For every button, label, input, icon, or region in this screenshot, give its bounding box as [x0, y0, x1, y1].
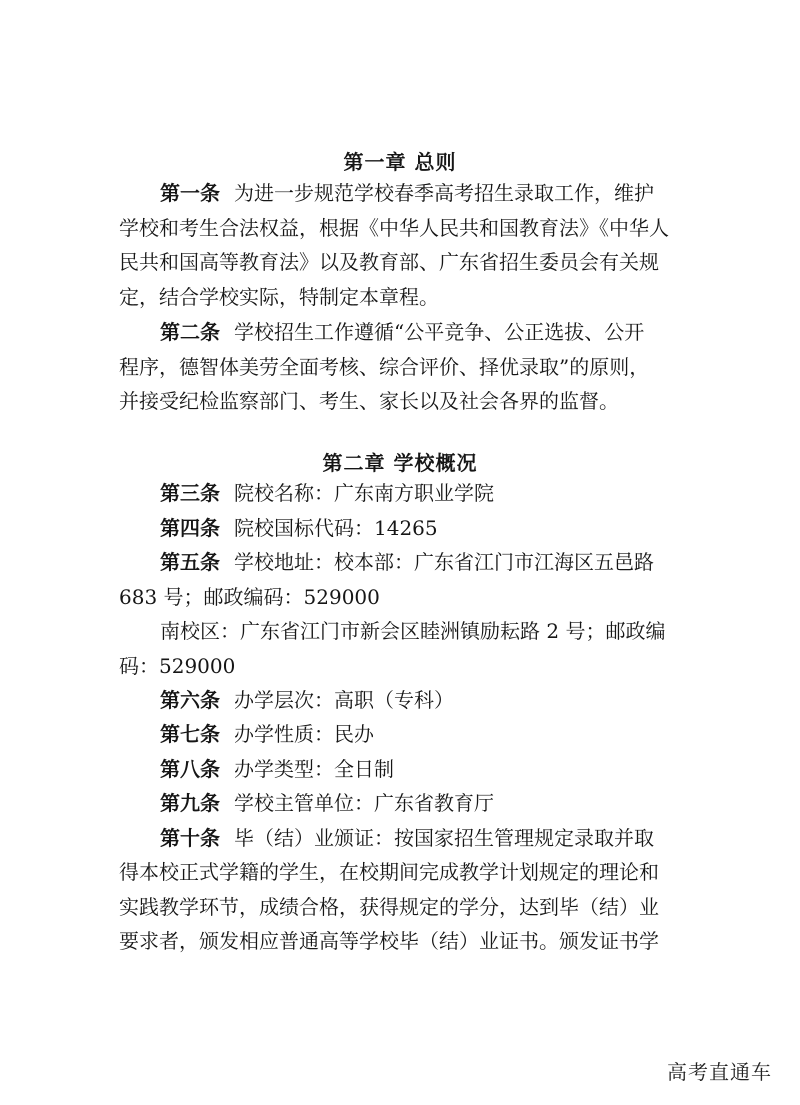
article-7-label: 第七条	[160, 722, 220, 746]
article-4-label: 第四条	[160, 516, 220, 540]
article-10-line-2: 得本校正式学籍的学生，在校期间完成教学计划规定的理论和	[119, 860, 659, 884]
article-3-line: 第三条 院校名称：广东南方职业学院	[160, 481, 494, 505]
chapter-2-heading: 第二章 学校概况	[322, 451, 478, 475]
article-5-label: 第五条	[160, 550, 220, 574]
article-2-line-2: 程序，德智体美劳全面考核、综合评价、择优录取”的原则，	[119, 355, 650, 379]
article-3-label: 第三条	[160, 481, 220, 505]
article-9-label: 第九条	[160, 791, 220, 815]
article-1-line-2: 学校和考生合法权益，根据《中华人民共和国教育法》《中华人	[119, 216, 669, 240]
article-2-line-3: 并接受纪检监察部门、考生、家长以及社会各界的监督。	[119, 389, 619, 413]
article-9-line: 第九条 学校主管单位：广东省教育厅	[160, 791, 494, 815]
article-10-line-4: 要求者，颁发相应普通高等学校毕（结）业证书。颁发证书学	[119, 929, 659, 953]
article-2-line-1: 第二条 学校招生工作遵循“公平竞争、公正选拔、公开	[160, 320, 645, 344]
article-1-label: 第一条	[160, 181, 220, 205]
article-8-line: 第八条 办学类型：全日制	[160, 757, 394, 781]
article-8-label: 第八条	[160, 757, 220, 781]
article-10-line-1: 第十条 毕（结）业颁证：按国家招生管理规定录取并取	[160, 826, 654, 850]
chapter-1-heading: 第一章 总则	[343, 150, 457, 174]
article-1-line-1: 第一条 为进一步规范学校春季高考招生录取工作，维护	[160, 181, 654, 205]
article-5-south-campus-line-2: 码：529000	[119, 654, 236, 678]
article-10-line-3: 实践教学环节，成绩合格，获得规定的学分，达到毕（结）业	[119, 895, 659, 919]
source-watermark: 高考直通车	[667, 1060, 772, 1084]
article-7-line: 第七条 办学性质：民办	[160, 722, 374, 746]
article-6-label: 第六条	[160, 688, 220, 712]
article-4-line: 第四条 院校国标代码：14265	[160, 516, 438, 540]
article-1-line-4: 定，结合学校实际，特制定本章程。	[119, 285, 439, 309]
article-10-label: 第十条	[160, 826, 220, 850]
article-5-line-1: 第五条 学校地址：校本部：广东省江门市江海区五邑路	[160, 550, 654, 574]
article-1-line-3: 民共和国高等教育法》以及教育部、广东省招生委员会有关规	[119, 250, 659, 274]
article-2-label: 第二条	[160, 320, 220, 344]
article-5-line-2: 683 号；邮政编码：529000	[119, 585, 380, 609]
article-5-south-campus-line-1: 南校区：广东省江门市新会区睦洲镇励耘路 2 号；邮政编	[160, 619, 666, 643]
article-6-line: 第六条 办学层次：高职（专科）	[160, 688, 454, 712]
